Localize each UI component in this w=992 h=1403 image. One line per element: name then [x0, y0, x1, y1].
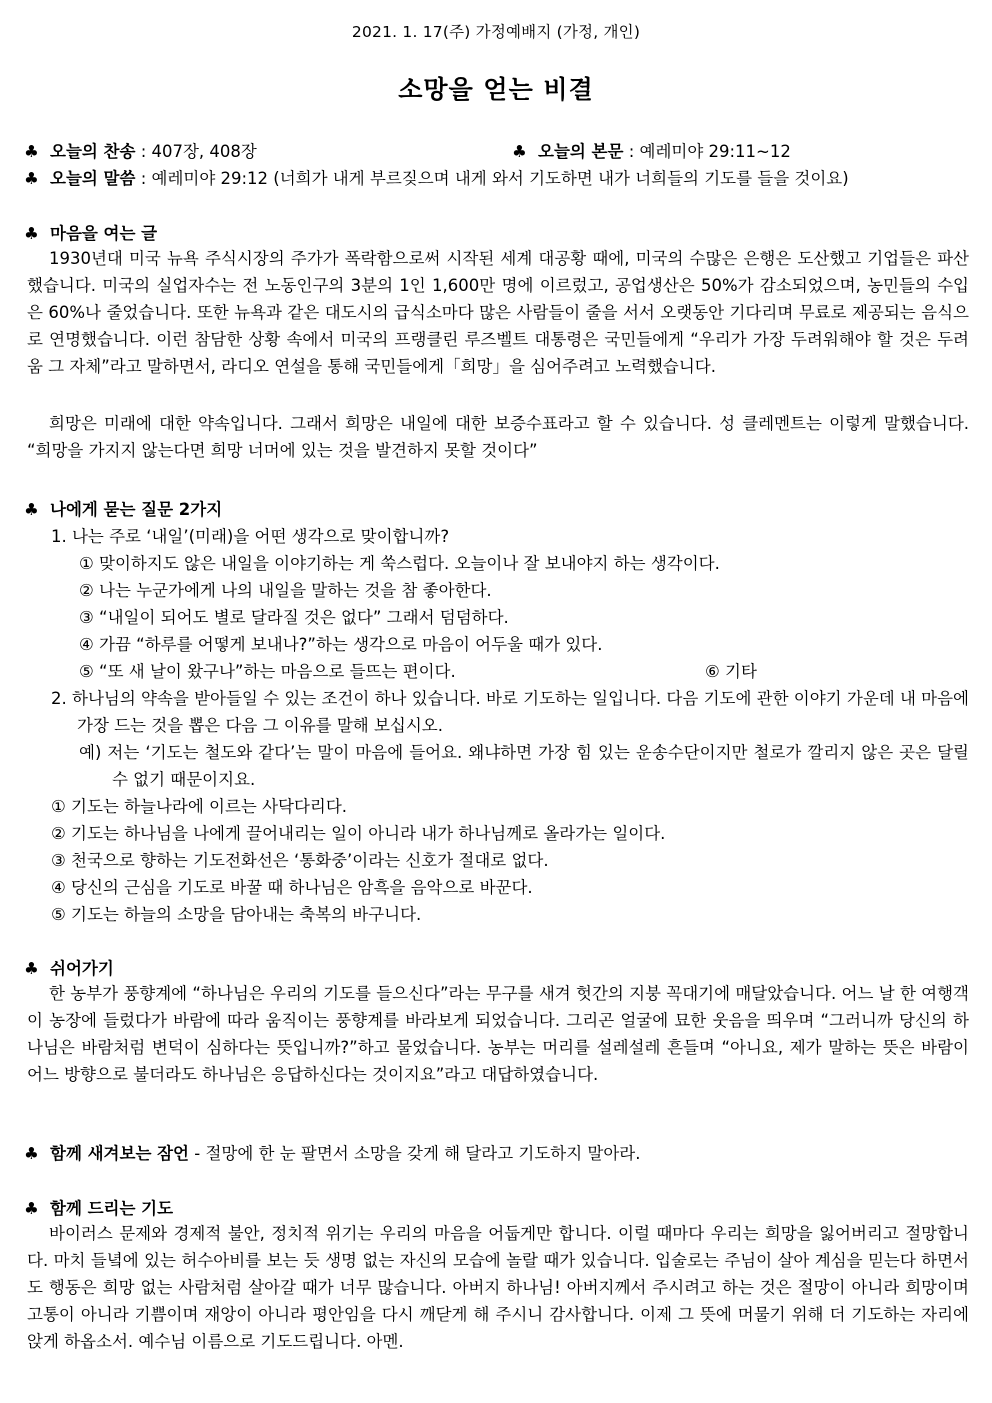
question-2-option: ① 기도는 하늘나라에 이르는 사닥다리다.: [51, 797, 348, 816]
questions-heading-text: 나에게 묻는 질문 2가지: [50, 500, 223, 519]
club-icon: ♣: [512, 142, 527, 161]
club-icon: ♣: [24, 1199, 39, 1218]
text-label: 오늘의 본문: [538, 142, 624, 161]
club-icon: ♣: [24, 959, 39, 978]
word-label: 오늘의 말씀: [50, 169, 136, 188]
rest-heading-text: 쉬어가기: [50, 959, 114, 978]
prayer-paragraph: 바이러스 문제와 경제적 불안, 정치적 위기는 우리의 마음을 어둡게만 합니다. 이럴 때마다 우리는 희망을 잃어버리고 절망합니다. 마치 들녘에 있는 허수아비를 보는 듯 생명 없는 자신의 모습에 놀랄 때가 있습니다. 입술로는 주님이 살아 계심을 믿는다 하면서도 행동은 희망 없는 사람처럼 살아갈 때가 너무 많습니다. 아버지 하나님! 아버지께서 주시려고 하는 것은 절망이 아니라 희망이며 고통이 아니라 기쁨이며 재앙이 아니라 평안임을 다시 깨닫게 해 주시니 감사합니다. 이제 그 뜻에 머물기 위해 더 기도하는 자리에 앉게 하옵소서. 예수님 이름으로 기도드립니다. 아멘.: [27, 1224, 969, 1351]
question-1-option-other: ⑥ 기타: [705, 662, 757, 681]
prayer-heading-text: 함께 드리는 기도: [50, 1199, 174, 1218]
question-2-block: [51, 685, 969, 793]
question-1-option: ③ “내일이 되어도 별로 달라질 것은 없다” 그래서 덤덤하다.: [79, 608, 509, 627]
questions-heading: [24, 496, 222, 520]
opening-heading-text: 마음을 여는 글: [50, 224, 158, 243]
word-row: [24, 165, 849, 189]
club-icon: ♣: [24, 169, 39, 188]
proverb-row: [24, 1140, 640, 1164]
question-2: 2. 하나님의 약속을 받아들일 수 있는 조건이 하나 있습니다. 바로 기도하는 일입니다. 다음 기도에 관한 이야기 가운데 내 마음에 가장 드는 것을 뽑은 다음 그 이유를 말해 보십시오.: [51, 689, 969, 735]
word-value: : 예레미야 29:12 (너희가 내게 부르짖으며 내게 와서 기도하면 내가 너희들의 기도를 들을 것이요): [135, 169, 849, 188]
opening-heading: [24, 220, 157, 244]
page-title: 소망을 얻는 비결: [398, 75, 594, 104]
question-1-option: ① 맞이하지도 않은 내일을 이야기하는 게 쑥스럽다. 오늘이나 잘 보내야지 하는 생각이다.: [79, 554, 720, 573]
question-1-option: ② 나는 누군가에게 나의 내일을 말하는 것을 참 좋아한다.: [79, 581, 492, 600]
prayer-heading: [24, 1195, 173, 1219]
rest-heading: [24, 955, 114, 979]
club-icon: ♣: [24, 142, 39, 161]
hymn-label: 오늘의 찬송: [50, 142, 136, 161]
date-line: 2021. 1. 17(주) 가정예배지 (가정, 개인): [351, 23, 641, 41]
hymn-value: : 407장, 408장: [135, 142, 257, 161]
text-value: : 예레미야 29:11~12: [623, 142, 791, 161]
question-2-option: ③ 천국으로 향하는 기도전화선은 ‘통화중’이라는 신호가 절대로 없다.: [51, 851, 549, 870]
rest-paragraph: 한 농부가 풍향계에 “하나님은 우리의 기도를 들으신다”라는 무구를 새겨 헛간의 지붕 꼭대기에 매달았습니다. 어느 날 한 여행객이 농장에 들렀다가 바람에 따라 움직이는 풍향계를 바라보게 되었습니다. 그리곤 얼굴에 묘한 웃음을 띄우며 “그러니까 당신의 하나님은 바람처럼 변덕이 심하다는 뜻입니까?”하고 물었습니다. 농부는 머리를 설레설레 흔들며 “아니요, 제가 말하는 뜻은 바람이 어느 방향으로 불더라도 하나님은 응답하신다는 것이지요”라고 대답하였습니다.: [27, 984, 969, 1084]
club-icon: ♣: [24, 500, 39, 519]
text-row: [512, 138, 791, 162]
club-icon: ♣: [24, 224, 39, 243]
question-2-option: ② 기도는 하나님을 나에게 끌어내리는 일이 아니라 내가 하나님께로 올라가는 일이다.: [51, 824, 666, 843]
question-2-example: 예) 저는 ‘기도는 철도와 같다’는 말이 마음에 들어요. 왜냐하면 가장 힘 있는 운송수단이지만 철로가 깔리지 않은 곳은 달릴 수 없기 때문이지요.: [79, 743, 969, 789]
question-1-option: ④ 가끔 “하루를 어떻게 보내나?”하는 생각으로 마음이 어두울 때가 있다.: [79, 635, 603, 654]
question-1-option: ⑤ “또 새 날이 왔구나”하는 마음으로 들뜨는 편이다.: [79, 662, 456, 681]
opening-paragraph-2: 희망은 미래에 대한 약속입니다. 그래서 희망은 내일에 대한 보증수표라고 할 수 있습니다. 성 클레멘트는 이렇게 말했습니다. “희망을 가지지 않는다면 희망 너머에 있는 것을 발견하지 못할 것이다”: [27, 414, 969, 460]
question-2-option: ④ 당신의 근심을 기도로 바꿀 때 하나님은 암흑을 음악으로 바꾼다.: [51, 878, 533, 897]
proverb-text: - 절망에 한 눈 팔면서 소망을 갖게 해 달라고 기도하지 말아라.: [189, 1144, 641, 1163]
proverb-label: 함께 새겨보는 잠언: [50, 1144, 190, 1163]
hymn-row: [24, 138, 257, 162]
question-2-option: ⑤ 기도는 하늘의 소망을 담아내는 축복의 바구니다.: [51, 905, 422, 924]
opening-paragraph-1: 1930년대 미국 뉴욕 주식시장의 주가가 폭락함으로써 시작된 세계 대공황 때에, 미국의 수많은 은행은 도산했고 기업들은 파산했습니다. 미국의 실업자수는 전 노동인구의 3분의 1인 1,600만 명에 이르렀고, 공업생산은 50%가 감소되었으며, 농민들의 수입은 60%나 줄었습니다. 또한 뉴욕과 같은 대도시의 급식소마다 많은 사람들이 줄을 서서 오랫동안 기다리며 무료로 제공되는 음식으로 연명했습니다. 이런 참담한 상황 속에서 미국의 프랭클린 루즈벨트 대통령은 국민들에게 “우리가 가장 두려워해야 할 것은 두려움 그 자체”라고 말하면서, 라디오 연설을 통해 국민들에게「희망」을 심어주려고 노력했습니다.: [27, 249, 969, 376]
club-icon: ♣: [24, 1144, 39, 1163]
question-1: 1. 나는 주로 ‘내일’(미래)을 어떤 생각으로 맞이합니까?: [51, 527, 450, 546]
